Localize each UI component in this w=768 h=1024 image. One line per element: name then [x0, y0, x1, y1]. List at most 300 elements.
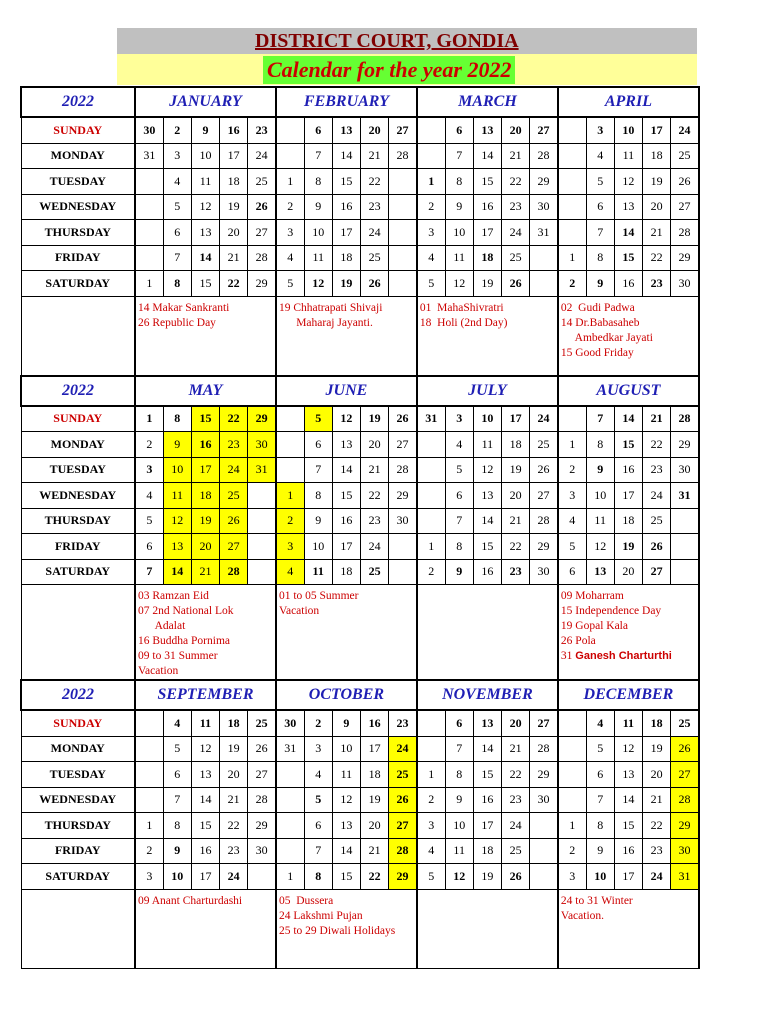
date-cell: 24 [389, 736, 417, 762]
date-cell: 1 [135, 271, 163, 297]
date-cell: 9 [332, 710, 360, 736]
date-cell: 15 [614, 245, 642, 271]
date-cell: 17 [191, 457, 219, 483]
day-name-label: MONDAY [21, 143, 135, 169]
date-cell: 29 [530, 762, 558, 788]
date-cell: 7 [163, 245, 191, 271]
date-cell: 2 [417, 787, 445, 813]
date-cell [558, 117, 586, 143]
date-cell: 21 [501, 736, 529, 762]
date-cell: 6 [445, 483, 473, 509]
date-cell: 23 [389, 710, 417, 736]
date-cell: 20 [361, 117, 389, 143]
month-label: NOVEMBER [417, 680, 558, 710]
holiday-notes [558, 296, 699, 376]
date-cell: 20 [220, 762, 248, 788]
date-cell: 17 [473, 813, 501, 839]
date-cell: 17 [361, 736, 389, 762]
date-cell: 18 [642, 143, 670, 169]
month-label: MAY [135, 376, 276, 406]
date-cell: 15 [473, 169, 501, 195]
date-cell: 25 [501, 838, 529, 864]
date-cell [276, 117, 304, 143]
date-cell: 30 [248, 432, 276, 458]
date-cell [276, 787, 304, 813]
date-cell: 12 [473, 457, 501, 483]
date-cell: 2 [276, 194, 304, 220]
date-cell: 24 [248, 143, 276, 169]
date-cell: 26 [501, 271, 529, 297]
date-cell: 15 [191, 406, 219, 432]
holiday-note-line: 01 MahaShivratri [419, 301, 504, 314]
date-cell: 30 [248, 838, 276, 864]
date-cell: 8 [304, 169, 332, 195]
date-cell: 10 [586, 483, 614, 509]
date-cell: 4 [304, 762, 332, 788]
holiday-note-line: 07 2nd National Lok [138, 605, 234, 617]
date-cell: 29 [248, 406, 276, 432]
date-cell: 20 [501, 710, 529, 736]
date-cell: 27 [248, 220, 276, 246]
date-cell: 10 [163, 457, 191, 483]
date-cell: 22 [220, 813, 248, 839]
date-cell: 19 [361, 787, 389, 813]
date-cell: 28 [248, 245, 276, 271]
year-label: 2022 [21, 680, 135, 710]
date-cell: 28 [248, 787, 276, 813]
month-label: JULY [417, 376, 558, 406]
holiday-notes [558, 889, 699, 968]
date-cell: 15 [473, 762, 501, 788]
date-cell: 21 [642, 220, 670, 246]
date-cell: 19 [332, 271, 360, 297]
date-cell: 12 [191, 736, 219, 762]
date-cell: 12 [163, 508, 191, 534]
holiday-notes-row [21, 889, 699, 968]
date-cell: 8 [304, 483, 332, 509]
date-cell: 10 [473, 406, 501, 432]
date-cell: 25 [389, 762, 417, 788]
week-day-row [21, 864, 699, 890]
date-cell: 25 [671, 143, 699, 169]
date-cell: 11 [614, 143, 642, 169]
date-cell [248, 559, 276, 585]
date-cell: 4 [135, 483, 163, 509]
day-name-label: TUESDAY [21, 169, 135, 195]
date-cell: 26 [220, 508, 248, 534]
date-cell: 14 [614, 787, 642, 813]
date-cell: 11 [191, 169, 219, 195]
date-cell [135, 220, 163, 246]
date-cell: 21 [642, 787, 670, 813]
date-cell: 13 [332, 117, 360, 143]
day-name-label: SUNDAY [21, 117, 135, 143]
date-cell: 26 [530, 457, 558, 483]
date-cell: 18 [332, 559, 360, 585]
date-cell: 10 [445, 813, 473, 839]
date-cell: 30 [135, 117, 163, 143]
date-cell: 15 [614, 813, 642, 839]
holiday-note-line: 16 Buddha Pornima [138, 635, 230, 647]
date-cell: 3 [417, 220, 445, 246]
date-cell: 25 [671, 710, 699, 736]
date-cell: 24 [501, 813, 529, 839]
date-cell: 22 [220, 406, 248, 432]
date-cell: 16 [614, 457, 642, 483]
date-cell: 26 [671, 169, 699, 195]
date-cell: 13 [191, 762, 219, 788]
week-day-row [21, 710, 699, 736]
date-cell: 29 [389, 483, 417, 509]
day-name-label: TUESDAY [21, 762, 135, 788]
date-cell: 14 [191, 787, 219, 813]
date-cell: 14 [191, 245, 219, 271]
date-cell: 4 [586, 143, 614, 169]
week-day-row [21, 534, 699, 560]
week-day-row [21, 143, 699, 169]
date-cell: 2 [417, 194, 445, 220]
date-cell: 12 [445, 864, 473, 890]
date-cell: 31 [135, 143, 163, 169]
date-cell: 1 [417, 534, 445, 560]
week-day-row [21, 406, 699, 432]
date-cell: 13 [332, 813, 360, 839]
date-cell: 5 [417, 271, 445, 297]
date-cell: 6 [135, 534, 163, 560]
date-cell: 8 [445, 534, 473, 560]
date-cell: 23 [501, 787, 529, 813]
date-cell [558, 143, 586, 169]
date-cell: 11 [304, 559, 332, 585]
date-cell: 6 [163, 762, 191, 788]
date-cell: 17 [191, 864, 219, 890]
date-cell: 26 [248, 194, 276, 220]
date-cell: 23 [501, 559, 529, 585]
date-cell: 13 [473, 483, 501, 509]
holiday-note-line: 24 Lakshmi Pujan [278, 909, 363, 922]
date-cell [558, 169, 586, 195]
date-cell [248, 483, 276, 509]
holiday-notes [276, 585, 417, 681]
date-cell: 28 [671, 406, 699, 432]
date-cell: 18 [473, 838, 501, 864]
date-cell: 11 [586, 508, 614, 534]
date-cell: 8 [586, 432, 614, 458]
date-cell: 22 [501, 762, 529, 788]
date-cell: 11 [191, 710, 219, 736]
holiday-note-line: 15 Good Friday [560, 346, 634, 359]
date-cell [558, 710, 586, 736]
date-cell: 28 [220, 559, 248, 585]
week-day-row [21, 508, 699, 534]
year-label: 2022 [21, 376, 135, 406]
date-cell: 21 [361, 457, 389, 483]
date-cell: 19 [501, 457, 529, 483]
holiday-note-line: 26 Republic Day [138, 316, 216, 329]
date-cell: 17 [501, 406, 529, 432]
date-cell: 14 [163, 559, 191, 585]
day-name-label: SATURDAY [21, 271, 135, 297]
date-cell: 15 [191, 271, 219, 297]
notes-spacer [21, 889, 135, 968]
day-name-label: SUNDAY [21, 406, 135, 432]
date-cell: 30 [671, 271, 699, 297]
date-cell: 22 [361, 169, 389, 195]
date-cell: 13 [191, 220, 219, 246]
date-cell: 9 [586, 271, 614, 297]
holiday-note-line: 09 to 31 Summer [138, 650, 218, 662]
day-name-label: THURSDAY [21, 813, 135, 839]
date-cell [276, 762, 304, 788]
date-cell: 25 [248, 710, 276, 736]
holiday-note-line: 19 Chhatrapati Shivaji [278, 301, 383, 314]
week-day-row [21, 813, 699, 839]
date-cell [276, 432, 304, 458]
date-cell: 28 [389, 838, 417, 864]
date-cell: 25 [501, 245, 529, 271]
date-cell: 23 [361, 194, 389, 220]
week-day-row [21, 736, 699, 762]
date-cell: 29 [671, 245, 699, 271]
date-cell: 28 [389, 457, 417, 483]
date-cell: 15 [191, 813, 219, 839]
date-cell: 6 [304, 117, 332, 143]
date-cell: 10 [614, 117, 642, 143]
date-cell: 19 [220, 194, 248, 220]
date-cell: 15 [473, 534, 501, 560]
date-cell: 3 [276, 220, 304, 246]
date-cell: 6 [304, 813, 332, 839]
date-cell: 28 [530, 736, 558, 762]
date-cell: 19 [191, 508, 219, 534]
date-cell: 3 [163, 143, 191, 169]
date-cell: 9 [163, 838, 191, 864]
holiday-note-line: 05 Dussera [278, 894, 334, 907]
holiday-note-line: Ambedkar Jayati [560, 331, 653, 344]
date-cell [276, 406, 304, 432]
date-cell: 19 [614, 534, 642, 560]
date-cell [135, 762, 163, 788]
date-cell [417, 508, 445, 534]
calendar-title: Calendar for the year 2022 [263, 56, 515, 84]
date-cell: 17 [332, 534, 360, 560]
month-label: FEBRUARY [276, 87, 417, 117]
date-cell: 14 [614, 220, 642, 246]
date-cell: 22 [361, 483, 389, 509]
day-name-label: FRIDAY [21, 838, 135, 864]
date-cell: 9 [445, 194, 473, 220]
date-cell: 8 [163, 271, 191, 297]
date-cell: 18 [332, 245, 360, 271]
date-cell: 25 [248, 169, 276, 195]
date-cell: 28 [671, 220, 699, 246]
date-cell: 15 [332, 864, 360, 890]
day-name-label: MONDAY [21, 432, 135, 458]
week-day-row [21, 245, 699, 271]
notes-spacer [21, 585, 135, 681]
date-cell: 21 [191, 559, 219, 585]
holiday-notes [417, 585, 558, 681]
block-header-row [21, 87, 699, 117]
date-cell: 18 [220, 169, 248, 195]
day-name-label: WEDNESDAY [21, 483, 135, 509]
date-cell: 9 [304, 508, 332, 534]
date-cell: 22 [642, 813, 670, 839]
date-cell: 13 [586, 559, 614, 585]
date-cell: 24 [361, 534, 389, 560]
holiday-note-line: 15 Independence Day [560, 605, 662, 617]
date-cell: 27 [671, 762, 699, 788]
date-cell [135, 169, 163, 195]
holiday-note-line: 09 Moharram [560, 590, 624, 602]
week-day-row [21, 838, 699, 864]
date-cell: 31 [276, 736, 304, 762]
day-name-label: WEDNESDAY [21, 787, 135, 813]
date-cell: 2 [163, 117, 191, 143]
date-cell: 2 [276, 508, 304, 534]
date-cell: 4 [163, 169, 191, 195]
date-cell: 6 [163, 220, 191, 246]
date-cell: 1 [417, 762, 445, 788]
date-cell: 12 [614, 736, 642, 762]
day-name-label: TUESDAY [21, 457, 135, 483]
date-cell: 1 [558, 245, 586, 271]
date-cell: 2 [417, 559, 445, 585]
date-cell: 19 [361, 406, 389, 432]
date-cell: 5 [135, 508, 163, 534]
date-cell: 14 [332, 457, 360, 483]
date-cell: 16 [473, 787, 501, 813]
date-cell [671, 559, 699, 585]
date-cell: 8 [586, 813, 614, 839]
date-cell: 18 [642, 710, 670, 736]
date-cell: 13 [473, 117, 501, 143]
holiday-notes-row [21, 296, 699, 376]
date-cell: 12 [332, 406, 360, 432]
date-cell: 25 [220, 483, 248, 509]
date-cell: 14 [332, 143, 360, 169]
date-cell: 14 [473, 143, 501, 169]
date-cell: 4 [163, 710, 191, 736]
date-cell: 25 [361, 559, 389, 585]
date-cell: 29 [530, 534, 558, 560]
date-cell: 5 [558, 534, 586, 560]
date-cell: 27 [248, 762, 276, 788]
date-cell: 21 [361, 143, 389, 169]
date-cell: 21 [501, 143, 529, 169]
date-cell: 1 [417, 169, 445, 195]
date-cell: 16 [332, 508, 360, 534]
date-cell: 3 [558, 483, 586, 509]
date-cell: 6 [586, 762, 614, 788]
date-cell: 16 [361, 710, 389, 736]
holiday-note-line: 18 Holi (2nd Day) [419, 316, 508, 329]
date-cell: 4 [586, 710, 614, 736]
date-cell [276, 813, 304, 839]
holiday-note-line: Adalat [138, 620, 186, 632]
date-cell: 13 [614, 762, 642, 788]
date-cell: 27 [389, 117, 417, 143]
date-cell: 1 [558, 813, 586, 839]
date-cell [248, 534, 276, 560]
date-cell: 24 [642, 864, 670, 890]
date-cell: 7 [304, 457, 332, 483]
date-cell: 11 [445, 838, 473, 864]
date-cell: 21 [220, 245, 248, 271]
date-cell: 22 [501, 169, 529, 195]
date-cell: 4 [417, 838, 445, 864]
date-cell: 10 [304, 220, 332, 246]
date-cell: 19 [473, 864, 501, 890]
date-cell: 28 [530, 508, 558, 534]
date-cell: 17 [220, 143, 248, 169]
week-day-row [21, 762, 699, 788]
date-cell: 30 [671, 457, 699, 483]
date-cell: 31 [417, 406, 445, 432]
date-cell: 27 [530, 483, 558, 509]
date-cell: 22 [220, 271, 248, 297]
holiday-note-line: Vacation [278, 605, 320, 617]
date-cell [417, 736, 445, 762]
date-cell: 11 [445, 245, 473, 271]
date-cell: 26 [389, 406, 417, 432]
date-cell: 1 [135, 813, 163, 839]
date-cell: 14 [614, 406, 642, 432]
date-cell: 23 [361, 508, 389, 534]
date-cell: 28 [530, 143, 558, 169]
holiday-notes [135, 889, 276, 968]
date-cell: 9 [445, 787, 473, 813]
date-cell: 29 [530, 169, 558, 195]
date-cell: 6 [445, 710, 473, 736]
date-cell: 27 [389, 813, 417, 839]
date-cell: 3 [135, 864, 163, 890]
date-cell: 23 [642, 457, 670, 483]
date-cell: 26 [389, 787, 417, 813]
date-cell [417, 457, 445, 483]
week-day-row [21, 117, 699, 143]
date-cell: 29 [671, 813, 699, 839]
date-cell: 31 [248, 457, 276, 483]
date-cell: 2 [135, 838, 163, 864]
week-day-row [21, 457, 699, 483]
date-cell: 15 [614, 432, 642, 458]
date-cell: 16 [614, 271, 642, 297]
date-cell [389, 245, 417, 271]
date-cell: 12 [332, 787, 360, 813]
date-cell: 24 [361, 220, 389, 246]
date-cell: 5 [163, 736, 191, 762]
week-day-row [21, 220, 699, 246]
date-cell: 10 [445, 220, 473, 246]
month-label: JANUARY [135, 87, 276, 117]
date-cell: 11 [304, 245, 332, 271]
date-cell: 25 [530, 432, 558, 458]
date-cell: 6 [586, 194, 614, 220]
date-cell: 23 [248, 117, 276, 143]
date-cell: 24 [220, 457, 248, 483]
date-cell: 31 [671, 864, 699, 890]
date-cell: 12 [614, 169, 642, 195]
date-cell [417, 143, 445, 169]
date-cell: 13 [163, 534, 191, 560]
date-cell: 18 [614, 508, 642, 534]
date-cell: 30 [530, 787, 558, 813]
date-cell: 3 [445, 406, 473, 432]
date-cell: 19 [642, 169, 670, 195]
date-cell [135, 710, 163, 736]
date-cell: 24 [501, 220, 529, 246]
